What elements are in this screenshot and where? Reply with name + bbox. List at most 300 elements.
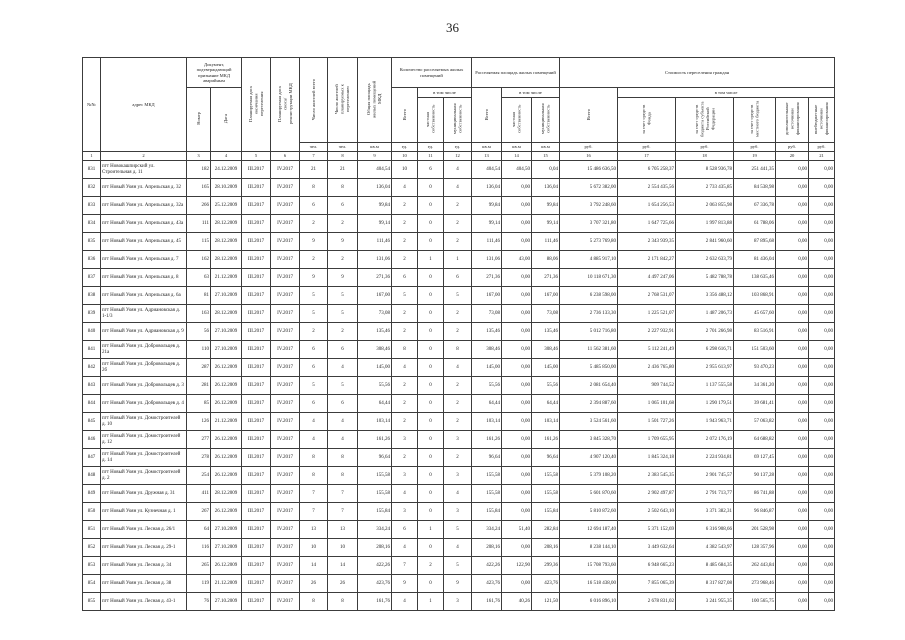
header-cell: 17 [618, 152, 676, 161]
header-cell: кв.м [358, 143, 392, 152]
cell: 88,06 [532, 251, 560, 269]
cell: 16 518 438,00 [560, 575, 618, 593]
cell: 4 [328, 359, 358, 377]
cell: 145,00 [472, 359, 502, 377]
cell: 0,00 [809, 215, 835, 233]
cell: 90 137,28 [734, 467, 776, 485]
cell: 847 [83, 449, 101, 467]
cell: 0,00 [776, 377, 809, 395]
cell: пгт Новый Уоян ул. Апрельская д. 7 [101, 251, 187, 269]
cell: 103,14 [532, 413, 560, 431]
cell: 0,00 [809, 305, 835, 323]
cell: 0,00 [809, 521, 835, 539]
cell: 3 241 955,35 [676, 593, 734, 611]
table-row [83, 593, 835, 611]
cell: III.2017 [242, 503, 271, 521]
cell: 128 357,96 [734, 539, 776, 557]
table-row [83, 413, 835, 431]
cell: 5 012 716,80 [560, 323, 618, 341]
table-row [83, 467, 835, 485]
cell: 0,00 [776, 575, 809, 593]
cell: 831 [83, 161, 101, 179]
cell: 14 [328, 557, 358, 575]
cell: 832 [83, 179, 101, 197]
cell: 83 516,91 [734, 323, 776, 341]
header-residents-total: Число жителей всего [300, 58, 328, 143]
cell: 0 [418, 215, 444, 233]
cell: 6 [392, 521, 418, 539]
table-row [83, 449, 835, 467]
cell: 28.12.2009 [211, 233, 242, 251]
cell: 155,58 [532, 485, 560, 503]
cell: 7 [392, 557, 418, 575]
cell: 308,46 [472, 341, 502, 359]
cell: 119 [187, 575, 211, 593]
cell: IV.2017 [271, 269, 300, 287]
cell: 64,44 [358, 395, 392, 413]
cell: 0 [418, 449, 444, 467]
cell: 2 955 613,97 [676, 359, 734, 377]
cell: 111 [187, 215, 211, 233]
cell: 57 063,82 [734, 413, 776, 431]
cell: 0,00 [809, 449, 835, 467]
cell: 834 [83, 215, 101, 233]
table-row [83, 557, 835, 575]
cell: 103,14 [358, 413, 392, 431]
header-address: адрес МКД [101, 58, 187, 152]
header-cell: 7 [300, 152, 328, 161]
cell: 0,00 [809, 557, 835, 575]
cell: 0 [418, 431, 444, 449]
cell: IV.2017 [271, 323, 300, 341]
cell: 84 538,98 [734, 179, 776, 197]
cell: 308,46 [532, 341, 560, 359]
cell: IV.2017 [271, 449, 300, 467]
cell: 0,00 [502, 179, 532, 197]
cell: 3 707 321,80 [560, 215, 618, 233]
cell: 0,00 [502, 449, 532, 467]
cell: 9 [300, 233, 328, 251]
cell: 0,00 [809, 179, 835, 197]
cell: IV.2017 [271, 359, 300, 377]
header-cost-intotal: в том числе [618, 88, 835, 98]
header-cell: 9 [358, 152, 392, 161]
cell: 7 [328, 503, 358, 521]
cell: 0,00 [776, 287, 809, 305]
table-row [83, 503, 835, 521]
cell: IV.2017 [271, 215, 300, 233]
cell: 1 647 725,66 [618, 215, 676, 233]
cell: пгт Новый Уоян ул. Апрельская д. 45 [101, 233, 187, 251]
cell: 2 [392, 377, 418, 395]
cell: 7 [328, 485, 358, 503]
cell: 99,14 [472, 215, 502, 233]
cell: 3 [392, 503, 418, 521]
cell: 0,00 [502, 431, 532, 449]
cell: 3 [444, 593, 472, 611]
cell: 5 [300, 377, 328, 395]
cell: 69 127,45 [734, 449, 776, 467]
cell: 21 [300, 161, 328, 179]
cell: 111,46 [358, 233, 392, 251]
cell: III.2017 [242, 575, 271, 593]
cell: 2 [392, 449, 418, 467]
cell: 155,58 [472, 485, 502, 503]
cell: 21.12.2009 [211, 269, 242, 287]
cell: 0,00 [776, 179, 809, 197]
header-count-group: Количество расселяемых жилых помещений [392, 58, 472, 88]
cell: 135,46 [532, 323, 560, 341]
cell: 265 [187, 557, 211, 575]
cell: 28.12.2009 [211, 251, 242, 269]
cell: 6 948 665,23 [618, 557, 676, 575]
cell: 8 528 936,78 [676, 161, 734, 179]
cell: 0,00 [502, 395, 532, 413]
cell: 271,36 [358, 269, 392, 287]
cell: 0,00 [776, 269, 809, 287]
table-row [83, 431, 835, 449]
cell: 27.10.2009 [211, 287, 242, 305]
cell: 852 [83, 539, 101, 557]
cell: IV.2017 [271, 557, 300, 575]
cell: 136,04 [532, 179, 560, 197]
column-numbers-row [83, 152, 835, 161]
cell: пгт Новый Уоян ул. Домостроителей д. 2 [101, 467, 187, 485]
cell: 10 [392, 161, 418, 179]
cell: 27.10.2009 [211, 521, 242, 539]
cell: 0,00 [776, 413, 809, 431]
table-row [83, 377, 835, 395]
cell: IV.2017 [271, 377, 300, 395]
cell: 0,00 [809, 539, 835, 557]
cell: 404,54 [358, 161, 392, 179]
cell: 8 485 684,35 [676, 557, 734, 575]
cell: 4 [444, 539, 472, 557]
cell: 5 [300, 305, 328, 323]
cell: 9 [392, 575, 418, 593]
cell: 26 [300, 575, 328, 593]
cell: 0 [418, 413, 444, 431]
cell: 86 741,88 [734, 485, 776, 503]
cell: 6 [328, 395, 358, 413]
cell: IV.2017 [271, 593, 300, 611]
cell: III.2017 [242, 161, 271, 179]
cell: 25.12.2009 [211, 197, 242, 215]
cell: 96 846,87 [734, 503, 776, 521]
cell: 161,76 [358, 593, 392, 611]
cell: 4 907 120,40 [560, 449, 618, 467]
cell: 267 [187, 503, 211, 521]
cell: 5 273 769,80 [560, 233, 618, 251]
cell: 3 449 632,64 [618, 539, 676, 557]
cell: 1 501 727,26 [618, 413, 676, 431]
cell: 138 635,46 [734, 269, 776, 287]
header-cell: руб. [809, 143, 835, 152]
cell: 5 485 850,00 [560, 359, 618, 377]
cell: пгт Новый Уоян ул. Лесная д. 29-1 [101, 539, 187, 557]
cell: 0,00 [776, 485, 809, 503]
cell: 28.12.2009 [211, 215, 242, 233]
header-cell: 18 [676, 152, 734, 161]
cell: 8 [328, 593, 358, 611]
cell: 4 [392, 539, 418, 557]
cell: 0,00 [502, 377, 532, 395]
cell: 2 063 855,98 [676, 197, 734, 215]
cell: 135,46 [358, 323, 392, 341]
cell: 5 [392, 287, 418, 305]
cell: 7 855 065,39 [618, 575, 676, 593]
cell: 1 [418, 593, 444, 611]
cell: IV.2017 [271, 413, 300, 431]
cell: пгт Новый Уоян ул. Адриановская д. 1-1/3 [101, 305, 187, 323]
table-row [83, 233, 835, 251]
cell: 51,40 [502, 521, 532, 539]
cell: 4 [328, 431, 358, 449]
cell: 161,76 [472, 593, 502, 611]
cell: 99,84 [358, 197, 392, 215]
cell: пгт Новокашпирский ул. Строительная д. 11 [101, 161, 187, 179]
cell: 0,00 [776, 521, 809, 539]
cell: 0 [418, 233, 444, 251]
cell: пгт Новый Уоян ул. Дружная д. 31 [101, 485, 187, 503]
cell: 0 [418, 341, 444, 359]
cell: 843 [83, 377, 101, 395]
cell: пгт Новый Уоян ул. Лесная д. 34 [101, 557, 187, 575]
cell: 6 238 598,00 [560, 287, 618, 305]
cell: 837 [83, 269, 101, 287]
cell: 0,00 [776, 593, 809, 611]
cell: 8 317 827,08 [676, 575, 734, 593]
cell: 3 [392, 431, 418, 449]
cell: 27.10.2009 [211, 341, 242, 359]
cell: 21.12.2009 [211, 575, 242, 593]
cell: IV.2017 [271, 251, 300, 269]
cell: 0 [418, 305, 444, 323]
header-cost-extrabudget: внебюджетные источники финансирования [809, 98, 835, 143]
cell: 0 [418, 503, 444, 521]
header-area-private: частная собственность [502, 98, 532, 143]
cell: 61 788,06 [734, 215, 776, 233]
cell: 2 [328, 323, 358, 341]
cell: 6 [444, 269, 472, 287]
cell: 28.12.2009 [211, 305, 242, 323]
cell: 12 694 187,40 [560, 521, 618, 539]
cell: III.2017 [242, 197, 271, 215]
cell: 277 [187, 431, 211, 449]
cell: 163 [187, 305, 211, 323]
cell: пгт Новый Уоян ул. Апрельская д. 32 [101, 179, 187, 197]
cell: 2 [300, 251, 328, 269]
cell: 155,84 [358, 503, 392, 521]
header-doc-number: Номер [187, 88, 211, 152]
cell: III.2017 [242, 539, 271, 557]
cell: пгт Новый Уоян ул. Апрельская д. 8 [101, 269, 187, 287]
cell: 55,56 [532, 377, 560, 395]
cell: 26.12.2009 [211, 377, 242, 395]
header-end-date: Планируемая дата окончания переселения [242, 58, 271, 152]
cell: 6 [392, 269, 418, 287]
cell: 73,08 [532, 305, 560, 323]
cell: 3 792 248,60 [560, 197, 618, 215]
cell: 2 383 545,35 [618, 467, 676, 485]
cell: 0,00 [776, 359, 809, 377]
cell: 26.12.2009 [211, 395, 242, 413]
cell: 5 [444, 287, 472, 305]
cell: 2 [444, 449, 472, 467]
cell: 63 [187, 269, 211, 287]
cell: III.2017 [242, 377, 271, 395]
header-count-private: частная собственность [418, 98, 444, 143]
cell: III.2017 [242, 359, 271, 377]
cell: 99,14 [532, 215, 560, 233]
cell: 2 [392, 413, 418, 431]
cell: 2 902 497,87 [618, 485, 676, 503]
cell: 155,58 [472, 467, 502, 485]
cell: 404,54 [472, 161, 502, 179]
cell: 0,00 [502, 233, 532, 251]
cell: 5 112 241,49 [618, 341, 676, 359]
cell: 1 709 655,95 [618, 431, 676, 449]
header-cell: 12 [444, 152, 472, 161]
cell: пгт Новый Уоян ул. Апрельская д. 6а [101, 287, 187, 305]
cell: 0,00 [502, 269, 532, 287]
cell: III.2017 [242, 413, 271, 431]
cell: 0,00 [809, 377, 835, 395]
cell: III.2017 [242, 269, 271, 287]
cell: III.2017 [242, 215, 271, 233]
cell: IV.2017 [271, 305, 300, 323]
cell: 208,16 [358, 539, 392, 557]
cell: 85 [187, 395, 211, 413]
cell: 103 868,91 [734, 287, 776, 305]
table-row [83, 521, 835, 539]
cell: 2 [444, 395, 472, 413]
cell: 251 441,35 [734, 161, 776, 179]
cell: пгт Новый Уоян ул. Лесная д. 38 [101, 575, 187, 593]
cell: 0 [418, 395, 444, 413]
cell: 5 [300, 287, 328, 305]
cell: 2 394 887,60 [560, 395, 618, 413]
cell: 55,56 [358, 377, 392, 395]
cell: 2 171 842,27 [618, 251, 676, 269]
cell: 5 [444, 557, 472, 575]
cell: 99,84 [472, 197, 502, 215]
cell: 0,00 [776, 215, 809, 233]
cell: 131,06 [358, 251, 392, 269]
cell: 2 081 654,40 [560, 377, 618, 395]
cell: пгт Новый Уоян ул. Домостроителей д. 14 [101, 449, 187, 467]
header-cell: 19 [734, 152, 776, 161]
cell: 4 [300, 413, 328, 431]
cell: 1 943 963,71 [676, 413, 734, 431]
cell: 846 [83, 431, 101, 449]
cell: 161,26 [472, 431, 502, 449]
cell: 2 [444, 377, 472, 395]
cell: 0,00 [809, 251, 835, 269]
cell: 6 298 616,71 [676, 341, 734, 359]
cell: пгт Новый Уоян ул. Добровольцев д. 3 [101, 377, 187, 395]
cell: 0,00 [502, 341, 532, 359]
cell: III.2017 [242, 341, 271, 359]
cell: 2 [392, 305, 418, 323]
cell: 0,00 [809, 197, 835, 215]
cell: IV.2017 [271, 539, 300, 557]
cell: III.2017 [242, 287, 271, 305]
header-cell: 2 [101, 152, 187, 161]
cell: 5 601 870,60 [560, 485, 618, 503]
cell: 8 [444, 341, 472, 359]
cell: 2 841 960,60 [676, 233, 734, 251]
cell: 5 [328, 305, 358, 323]
cell: 4 [444, 179, 472, 197]
cell: 0,00 [776, 467, 809, 485]
cell: 5 379 108,20 [560, 467, 618, 485]
cell: 281 [187, 377, 211, 395]
cell: 1 [418, 251, 444, 269]
cell: 110 [187, 341, 211, 359]
cell: 145,00 [532, 359, 560, 377]
cell: пгт Новый Уоян ул. Домостроителей д. 12 [101, 431, 187, 449]
cell: 135,46 [472, 323, 502, 341]
cell: 842 [83, 359, 101, 377]
cell: 1 [418, 521, 444, 539]
cell: IV.2017 [271, 287, 300, 305]
cell: 4 [444, 359, 472, 377]
header-cell: руб. [618, 143, 676, 152]
cell: 0,00 [809, 413, 835, 431]
cell: 96,64 [472, 449, 502, 467]
cell: 4 497 247,06 [618, 269, 676, 287]
header-count-intotal: в том числе [418, 88, 472, 98]
header-area-total: Всего [472, 88, 502, 143]
cell: IV.2017 [271, 395, 300, 413]
table-row [83, 179, 835, 197]
cell: 21 [328, 161, 358, 179]
cell: 0,00 [502, 503, 532, 521]
cell: 404,50 [502, 161, 532, 179]
cell: 165 [187, 179, 211, 197]
cell: III.2017 [242, 521, 271, 539]
cell: 0,00 [809, 395, 835, 413]
cell: 99,14 [358, 215, 392, 233]
header-cell: 4 [211, 152, 242, 161]
cell: III.2017 [242, 467, 271, 485]
cell: 0,00 [776, 431, 809, 449]
cell: 4 [392, 593, 418, 611]
cell: 839 [83, 305, 101, 323]
cell: 9 [328, 233, 358, 251]
cell: 271,36 [472, 269, 502, 287]
cell: 87 895,68 [734, 233, 776, 251]
table-row [83, 359, 835, 377]
cell: 3 371 382,31 [676, 503, 734, 521]
cell: 2 227 932,91 [618, 323, 676, 341]
cell: 282,84 [532, 521, 560, 539]
header-cell: 16 [560, 152, 618, 161]
cell: 167,00 [472, 287, 502, 305]
cell: 287 [187, 359, 211, 377]
header-demolition-date: Планируемая дата сноса/ реконструкции МКД [271, 58, 300, 152]
cell: 0,00 [809, 269, 835, 287]
header-cell: 5 [242, 152, 271, 161]
cell: 0,00 [776, 251, 809, 269]
header-total-area: Общая площадь жилых помещений МКД [358, 58, 392, 143]
cell: 26.12.2009 [211, 359, 242, 377]
cell: 2 [392, 233, 418, 251]
cell: 6 316 908,66 [676, 521, 734, 539]
cell: 0,00 [776, 233, 809, 251]
header-cost-fund: за счет средств Фонда [618, 98, 676, 143]
